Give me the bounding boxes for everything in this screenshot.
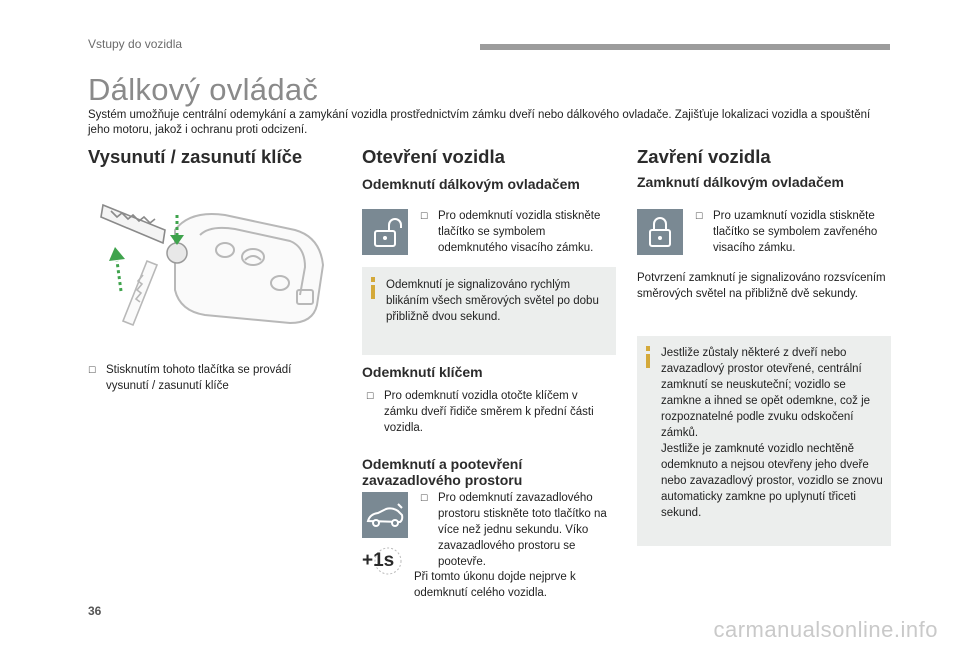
subheading-key-unlock: Odemknutí klíčem [362,364,483,380]
plus-label: +1s [362,550,395,571]
info-box-lock-warning [637,336,891,546]
info-text-p2: Jestliže je zamknuté vozidlo nechtěně odemknuto a nejsou otevřeny jeho dveře nebo zavazadlový prostor, vozidlo se znovu automaticky zamkne po uplynutí třiceti sekund. [661,443,883,519]
heading-close-vehicle: Zavření vozidla [637,146,771,167]
bullet-remote-unlock [420,208,610,256]
heading-open-vehicle: Otevření vozidla [362,146,505,167]
page-number: 36 [88,604,102,618]
bullet-text: Pro uzamknutí vozidla stiskněte tlačítko se symbolem zavřeného visacího zámku. [713,210,878,254]
info-text: Odemknutí je signalizováno rychlým blikáním všech směrových světel po dobu přibližně dvou sekund. [386,279,599,323]
bullet-text: Pro odemknutí vozidla stiskněte tlačítko se symbolem odemknutého visacího zámku. [438,210,601,254]
intro-text: Systém umožňuje centrální odemykání a zamykání vozidla prostřednictvím zámku dveří nebo dálkového ovladače. Zajišťuje lokalizaci vozidla a spouštění jeho motoru, jakož i ochranu proti odcizení. [88,109,871,136]
unlock-icon [362,209,408,255]
subheading-remote-unlock: Odemknutí dálkovým ovladačem [362,176,580,192]
section-label: Vstupy do vozidla [88,37,183,51]
lock-confirmation: Potvrzení zamknutí je signalizováno rozsvícením směrových světel na přibližně dvě sekundy. [637,272,886,300]
subheading-remote-lock: Zamknutí dálkovým ovladačem [637,174,844,190]
bullet-icon: ☐ [420,493,429,503]
info-text-p1: Jestliže zůstaly některé z dveří nebo zavazadlový prostor otevřené, centrální zamknutí se neuskuteční; vozidlo se zamkne a ihned se opět odemkne, což je rozpoznatelné podle zvuku odskočení zámků. [661,347,871,439]
bullet-key-unlock [366,388,614,436]
bullet-key-eject [88,362,326,394]
info-bar-icon [646,346,650,368]
bullet-text: Pro odemknutí zavazadlového prostoru stiskněte toto tlačítko na více než jednu sekundu. Víko zavazadlového prostoru se pootevře. [438,492,607,568]
bullet-icon: ☐ [88,365,97,375]
car-trunk-icon [362,492,408,538]
bullet-icon: ☐ [420,211,429,221]
info-bar-icon [371,277,375,299]
bullet-icon: ☐ [366,391,375,401]
bullet-text: Pro odemknutí vozidla otočte klíčem v zámku dveří řidiče směrem k přední části vozidla. [384,390,594,434]
bullet-text: Stisknutím tohoto tlačítka se provádí vysunutí / zasunutí klíče [106,364,292,392]
lock-icon [637,209,683,255]
header-rule [480,44,890,50]
key-fob-illustration [95,195,335,335]
subheading-trunk-unlock: Odemknutí a pootevření zavazadlového prostoru [362,456,523,488]
info-box-unlock-signal [362,267,616,355]
trunk-note: Při tomto úkonu dojde nejprve k odemknutí celého vozidla. [414,571,576,599]
timer-icon [362,547,402,577]
page-title: Dálkový ovládač [88,72,319,107]
bullet-trunk-unlock [420,490,610,570]
watermark: carmanualsonline.info [713,617,938,642]
heading-key-eject: Vysunutí / zasunutí klíče [88,146,303,167]
bullet-remote-lock [695,208,891,256]
bullet-icon: ☐ [695,211,704,221]
